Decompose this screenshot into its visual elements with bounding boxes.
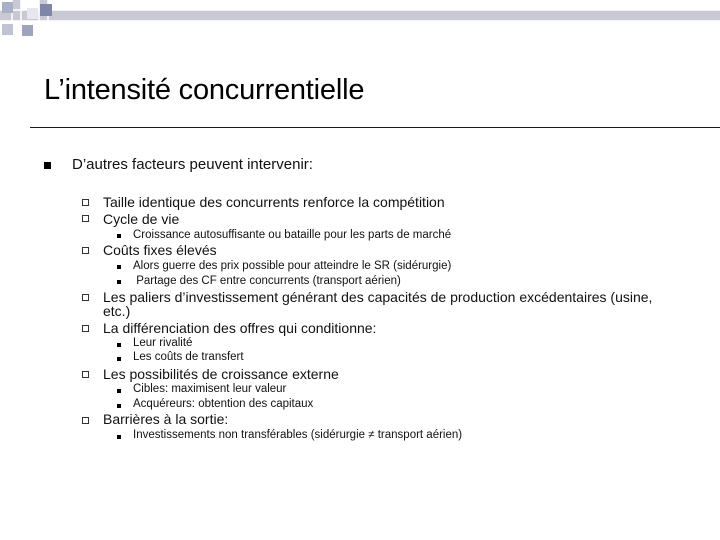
sub-item-text: Leur rivalité (133, 337, 193, 349)
decorative-header-squares (0, 0, 720, 50)
deco-square-5 (40, 4, 52, 16)
sub-item-text: Cibles: maximisent leur valeur (133, 383, 287, 395)
item-text: Taille identique des concurrents renforce la compétition (103, 194, 445, 210)
deco-square-3 (27, 8, 38, 19)
bullet-square-icon (44, 162, 51, 169)
sub-item-text: Croissance autosuffisante ou bataille pour les parts de marché (133, 229, 452, 241)
item-text-continued: etc.) (103, 303, 131, 319)
small-bullet-icon (117, 404, 121, 408)
item-text: Barrières à la sortie: (103, 411, 229, 427)
item-text: Les paliers d’investissement générant des capacités de production excédentaires (usine, (103, 289, 653, 305)
item-text: Les possibilités de croissance externe (103, 366, 339, 382)
sub-item-text: Alors guerre des prix possible pour atteindre le SR (sidérurgie) (133, 260, 452, 272)
item-text: La différenciation des offres qui conditionne: (103, 320, 377, 336)
small-bullet-icon (117, 234, 121, 238)
small-bullet-icon (117, 343, 121, 347)
small-bullet-icon (117, 357, 121, 361)
title-divider (30, 127, 720, 128)
slide-title: L’intensité concurrentielle (44, 74, 365, 106)
hollow-bullet-icon (82, 215, 89, 222)
sub-item-text: Partage des CF entre concurrents (transport aérien) (133, 275, 401, 287)
hollow-bullet-icon (82, 371, 89, 378)
item-text: Cycle de vie (103, 211, 180, 227)
sub-item-text: Les coûts de transfert (133, 351, 244, 363)
hollow-bullet-icon (82, 294, 89, 301)
item-text: Coûts fixes élevés (103, 242, 217, 258)
sub-item-text: Acquéreurs: obtention des capitaux (133, 398, 314, 410)
deco-square-1 (2, 2, 13, 13)
small-bullet-icon (117, 389, 121, 393)
sub-item-text: Investissements non transférables (sidérurgie ≠ transport aérien) (133, 429, 463, 441)
deco-square-4 (22, 25, 33, 36)
hollow-bullet-icon (82, 199, 89, 206)
small-bullet-icon (117, 265, 121, 269)
hollow-bullet-icon (82, 417, 89, 424)
small-bullet-icon (117, 280, 121, 284)
hollow-bullet-icon (82, 247, 89, 254)
hollow-bullet-icon (82, 325, 89, 332)
intro-text: D’autres facteurs peuvent intervenir: (72, 156, 313, 173)
small-bullet-icon (117, 435, 121, 439)
deco-square-2 (2, 24, 13, 35)
